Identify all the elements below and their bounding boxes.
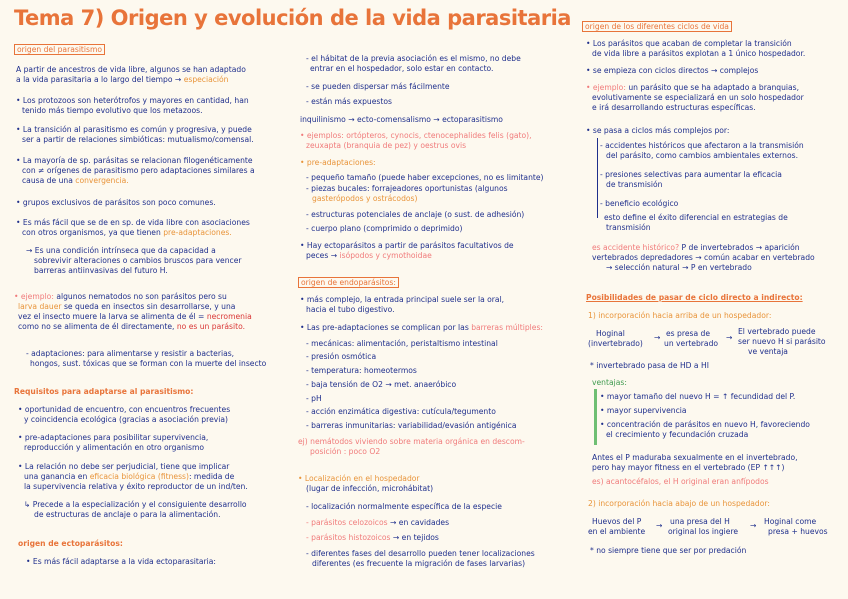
text: peces → isópodos y cymothoidae xyxy=(306,251,432,260)
text: - barreras inmunitarias: variabilidad/evasión antigénica xyxy=(306,421,517,430)
text: • Es más fácil adaptarse a la vida ectoparasitaria: xyxy=(26,557,216,566)
text: • ejemplos: ortópteros, cynocis, ctenocephalides felis (gato), xyxy=(300,131,532,140)
text: • concentración de parásitos en nuevo H, favoreciendo xyxy=(600,420,810,429)
heading-origen-parasitismo: origen del parasitismo xyxy=(14,44,105,55)
text: • Los protozoos son heterótrofos y mayores en cantidad, han xyxy=(16,96,249,105)
arrow: → xyxy=(656,521,663,530)
text: es accidente histórico? P de invertebrados → aparición xyxy=(592,243,800,252)
text: → selección natural → P en vertebrado xyxy=(606,263,752,272)
text: - parásitos celozoicos → en cavidades xyxy=(306,518,450,527)
heading-ventajas: ventajas: xyxy=(592,378,627,387)
text: esto define el éxito diferencial en estrategias de xyxy=(604,213,788,222)
text: hongos, sust. tóxicas que se forman con la muerte del insecto xyxy=(30,359,267,368)
text: • Las pre-adaptaciones se complican por las barreras múltiples: xyxy=(300,323,543,332)
text: • oportunidad de encuentro, con encuentros frecuentes xyxy=(18,405,231,414)
text: - cuerpo plano (comprimido o deprimido) xyxy=(306,224,463,233)
text: - temperatura: homeotermos xyxy=(306,366,417,375)
text: transmisión xyxy=(606,223,651,232)
text: (lugar de infección, microhábitat) xyxy=(306,484,434,493)
arrow: → xyxy=(654,333,661,342)
text: del parásito, como cambios ambientales externos. xyxy=(606,151,798,160)
heading-posibilidades: Posibilidades de pasar de ciclo directo a indirecto: xyxy=(586,293,803,302)
text: • mayor supervivencia xyxy=(600,406,687,415)
text: • Los parásitos que acaban de completar la transición xyxy=(586,39,792,48)
text: El vertebrado puede xyxy=(738,327,816,336)
text: presa + huevos xyxy=(768,527,828,536)
text: • grupos exclusivos de parásitos son poco comunes. xyxy=(16,198,216,207)
text: entrar en el hospedador, solo estar en contacto. xyxy=(310,64,494,73)
arrow: → xyxy=(726,333,733,342)
text: (invertebrado) xyxy=(588,339,643,348)
text: larva dauer se queda en insectos sin desarrollarse, y una xyxy=(18,302,236,311)
text: gasterópodos y ostrácodos) xyxy=(312,194,418,203)
bracket-line xyxy=(597,138,598,218)
text: Huevos del P xyxy=(592,517,642,526)
text: • más complejo, la entrada principal suele ser la oral, xyxy=(300,295,505,304)
text: ve ventaja xyxy=(748,347,788,356)
text: - presiones selectivas para aumentar la eficacia xyxy=(600,170,782,179)
text: Hoginal come xyxy=(764,517,817,526)
text: - se pueden dispersar más fácilmente xyxy=(306,82,450,91)
highlight-bar xyxy=(594,389,597,445)
arrow: → xyxy=(750,521,757,530)
text: el crecimiento y fecundación cruzada xyxy=(606,430,749,439)
text: original los ingiere xyxy=(668,527,739,536)
text: vertebrados depredadores → común acabar en vertebrado xyxy=(592,253,815,262)
text: - accidentes históricos que afectaron a la transmisión xyxy=(600,141,804,150)
heading-ciclos-de-vida: origen de los diferentes ciclos de vida xyxy=(582,21,732,32)
text: • se pasa a ciclos más complejos por: xyxy=(586,126,730,135)
text: • Hay ectoparásitos a partir de parásitos facultativos de xyxy=(300,241,514,250)
text: inquilinismo → ecto-comensalismo → ectoparasitismo xyxy=(300,115,503,124)
text: como no se alimenta de él directamente, no es un parásito. xyxy=(18,322,246,331)
text: - acción enzimática digestiva: cutícula/tegumento xyxy=(306,407,496,416)
text: y coincidencia ecológica (gracias a asociación previa) xyxy=(24,415,228,424)
text: • ejemplo: algunos nematodos no son parásitos pero su xyxy=(14,292,227,301)
text: posición : poco O2 xyxy=(310,447,381,456)
text: → Es una condición intrínseca que da capacidad a xyxy=(26,246,216,255)
heading-ectoparasitos: origen de ectoparásitos: xyxy=(18,539,123,548)
text: con ≠ orígenes de parasitismo pero adaptaciones similares a xyxy=(22,166,255,175)
text: - beneficio ecológico xyxy=(600,199,679,208)
text: ej) nemátodos viviendo sobre materia orgánica en descom- xyxy=(298,437,525,446)
text: • mayor tamaño del nuevo H = ↑ fecundidad del P. xyxy=(600,392,796,401)
text: con otros organismos, ya que tienen pre-adaptaciones. xyxy=(22,228,232,237)
text: - presión osmótica xyxy=(306,352,377,361)
text: - pequeño tamaño (puede haber excepciones, no es limitante) xyxy=(306,173,544,182)
text: a la vida parasitaria a lo largo del tiempo → especiación xyxy=(16,75,229,84)
text: - están más expuestos xyxy=(306,97,392,106)
text: ser nuevo H si parásito xyxy=(738,337,826,346)
text: • pre-adaptaciones para posibilitar supervivencia, xyxy=(18,433,209,442)
heading-localizacion: • Localización en el hospedador xyxy=(298,474,420,483)
text: ser a partir de relaciones simbióticas: mutualismo/comensal. xyxy=(22,135,254,144)
text: tenido más tiempo evolutivo que los metazoos. xyxy=(22,106,203,115)
text: - baja tensión de O2 → met. anaeróbico xyxy=(306,380,457,389)
text: - el hábitat de la previa asociación es el mismo, no debe xyxy=(306,54,521,63)
text: - adaptaciones: para alimentarse y resistir a bacterias, xyxy=(26,349,235,358)
text: barreras antiinvasivas del futuro H. xyxy=(34,266,168,275)
text: • ejemplo: un parásito que se ha adaptado a branquias, xyxy=(586,83,800,92)
text: un vertebrado xyxy=(664,339,719,348)
text: Hoginal xyxy=(596,329,625,338)
text: e irá desarrollando estructuras específicas. xyxy=(592,103,756,112)
text: • se empieza con ciclos directos → complejos xyxy=(586,66,759,75)
text: vez el insecto muere la larva se alimenta de él = necromenia xyxy=(18,312,252,321)
text: ↳ Precede a la especialización y el consiguiente desarrollo xyxy=(24,500,247,509)
text: • La relación no debe ser perjudicial, tiene que implicar xyxy=(18,462,230,471)
text: 2) incorporación hacia abajo de un hospedador: xyxy=(588,499,770,508)
text: A partir de ancestros de vida libre, algunos se han adaptado xyxy=(16,65,246,74)
text: de vida libre a parásitos explotan a 1 único hospedador. xyxy=(592,49,806,58)
text: causa de una convergencia. xyxy=(22,176,129,185)
text: zeuxapta (branquia de pez) y oestrus ovis xyxy=(306,141,467,150)
text: de transmisión xyxy=(606,180,663,189)
heading-pre-adaptaciones: • pre-adaptaciones: xyxy=(300,158,376,167)
text: - diferentes fases del desarrollo pueden tener localizaciones xyxy=(306,549,535,558)
text: - mecánicas: alimentación, peristaltismo intestinal xyxy=(306,339,498,348)
text: es presa de xyxy=(666,329,711,338)
text: • La mayoría de sp. parásitas se relacionan filogenéticamente xyxy=(16,156,253,165)
text: una presa del H xyxy=(670,517,730,526)
text: Antes el P maduraba sexualmente en el invertebrado, xyxy=(592,453,798,462)
text: * no siempre tiene que ser por predación xyxy=(590,546,747,555)
text: una ganancia en eficacia biológica (fitness): medida de xyxy=(24,472,235,481)
text: pero hay mayor fitness en el vertebrado (EP ↑↑↑) xyxy=(592,463,785,472)
text: de estructuras de anclaje o para la alimentación. xyxy=(34,510,221,519)
text: reproducción y alimentación en otro organismo xyxy=(24,443,205,452)
text: la supervivencia relativa y éxito reproductor de un ind/ten. xyxy=(24,482,248,491)
text: - pH xyxy=(306,394,322,403)
heading-endoparasitos: origen de endoparásitos: xyxy=(298,277,399,288)
text: - localización normalmente específica de la especie xyxy=(306,502,502,511)
text: * invertebrado pasa de HD a HI xyxy=(590,361,709,370)
text: hacia el tubo digestivo. xyxy=(306,305,395,314)
page-title: Tema 7) Origen y evolución de la vida parasitaria xyxy=(14,6,571,30)
text: - piezas bucales: forrajeadores oportunistas (algunos xyxy=(306,184,508,193)
text: es) acantocéfalos, el H original eran anfípodos xyxy=(592,477,769,486)
text: sobrevivir alteraciones o cambios bruscos para vencer xyxy=(34,256,242,265)
text: - estructuras potenciales de anclaje (o sust. de adhesión) xyxy=(306,210,525,219)
text: evolutivamente se especializará en un solo hospedador xyxy=(592,93,804,102)
text: en el ambiente xyxy=(588,527,646,536)
text: - parásitos histozoicos → en tejidos xyxy=(306,533,439,542)
heading-requisitos: Requisitos para adaptarse al parasitismo: xyxy=(14,387,194,396)
text: 1) incorporación hacia arriba de un hospedador: xyxy=(588,311,772,320)
text: • La transición al parasitismo es común y progresiva, y puede xyxy=(16,125,252,134)
text: diferentes (es frecuente la migración de fases larvarias) xyxy=(312,559,526,568)
text: • Es más fácil que se de en sp. de vida libre con asociaciones xyxy=(16,218,250,227)
